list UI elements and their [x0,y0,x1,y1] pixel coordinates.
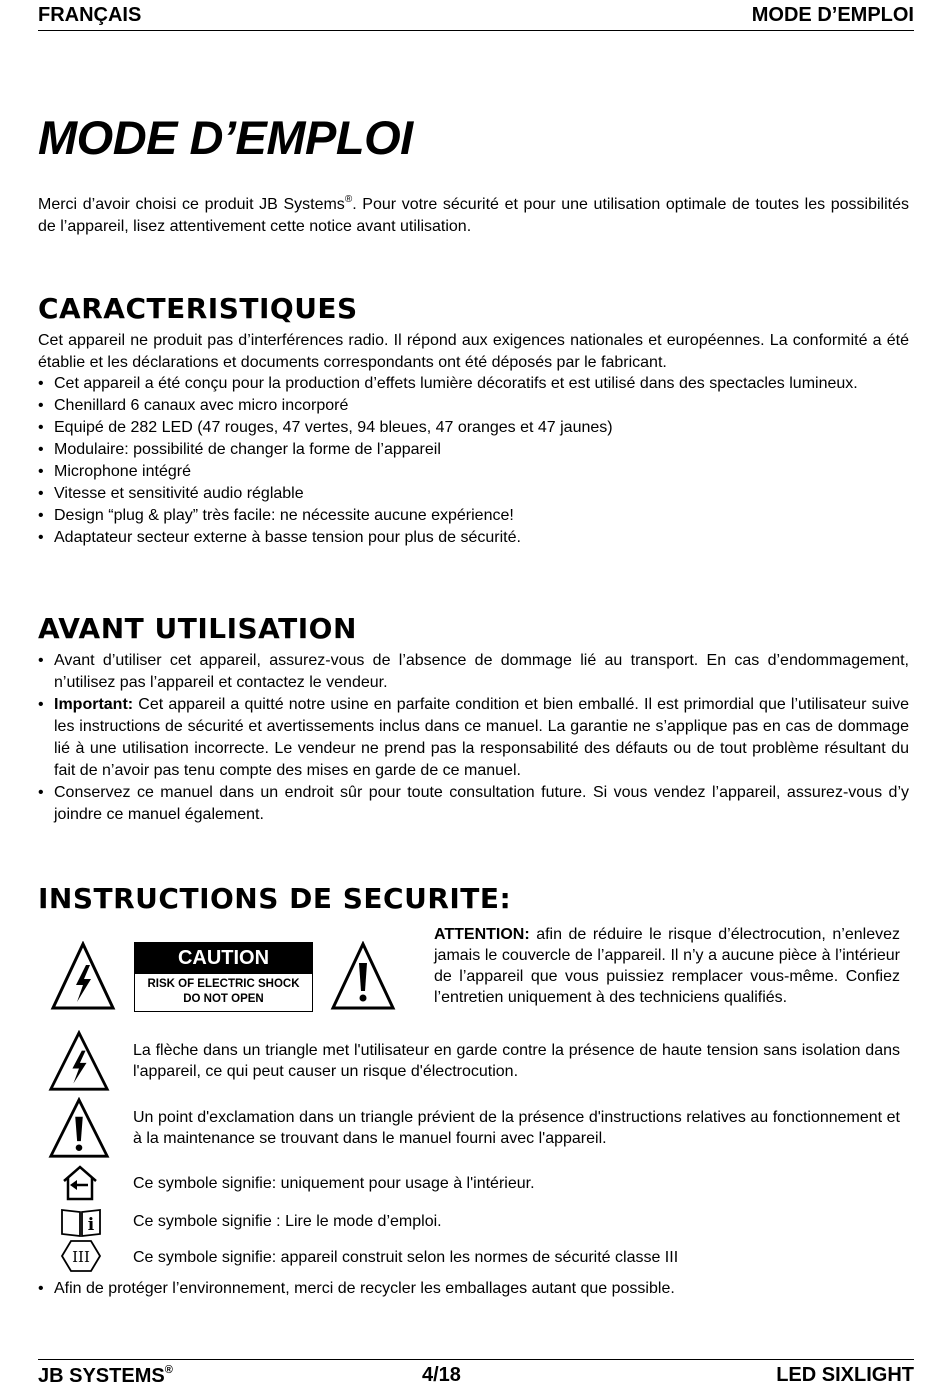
list-item: • Equipé de 282 LED (47 rouges, 47 vertes, 94 bleues, 47 oranges et 47 jaunes) [38,417,909,439]
before-use-heading: AVANT UTILISATION [38,612,357,645]
attention-label: ATTENTION: [434,926,530,943]
intro-text-2: . Pour votre sécurité et pour une utilisation optimale de toutes les possibilités de l’appareil, lisez attentivement cette notice avant utilisation. [38,196,910,235]
page-header [38,2,914,31]
indoor-use-icon [60,1163,100,1203]
registered-mark: ® [344,194,353,205]
list-item: • Design “plug & play” très facile: ne nécessite aucune expérience! [38,505,909,527]
caution-warning [135,974,312,1007]
list-item: • Avant d’utiliser cet appareil, assurez-vous de l’absence de dommage lié au transport. En cas d’endommagement, n’utilisez pas l’appareil et contactez le vendeur. [38,650,909,694]
list-item [38,694,909,782]
intro-paragraph [38,189,909,237]
lightning-triangle-icon [48,1030,110,1092]
read-manual-description: Ce symbole signifie : Lire le mode d’emploi. [133,1213,442,1230]
class-iii-description: Ce symbole signifie: appareil construit selon les normes de sécurité classe III [133,1249,679,1266]
list-item: • Afin de protéger l’environnement, merci de recycler les emballages autant que possible. [38,1278,909,1300]
registered-mark: ® [164,1364,173,1376]
lightning-triangle-icon [50,941,116,1011]
header-language: FRANÇAIS [38,4,142,26]
page-number: 4/18 [422,1364,461,1386]
footer-brand [38,1364,173,1388]
before-use-list [38,650,909,826]
features-heading: CARACTERISTIQUES [38,292,358,325]
caution-title: CAUTION [135,943,312,974]
lightning-description: La flèche dans un triangle met l'utilisateur en garde contre la présence de haute tension sans isolation dans l'appareil, ce qui peut causer un risque d'électrocution. [133,1042,900,1080]
attention-paragraph [434,924,900,1008]
class-iii-icon [60,1239,102,1273]
class-iii-label: III [72,1248,90,1266]
features-list [38,373,909,549]
exclamation-description: Un point d'exclamation dans un triangle prévient de la présence d'instructions relatives au fonctionnement et à la maintenance se trouvant dans le manuel fourni avec l'appareil. [133,1109,900,1147]
manual-label: i [87,1215,95,1235]
indoor-use-description: Ce symbole signifie: uniquement pour usage à l'intérieur. [133,1175,535,1192]
safety-heading: INSTRUCTIONS DE SECURITE: [38,882,512,915]
important-text: Cet appareil a quitté notre usine en parfaite condition et bien emballé. Il est primordial que l’utilisateur suive les instructions de sécurité et avertissements inclus dans ce manuel. La garantie ne s’applique pas en cas de dommage lié à une utilisation incorrecte. Le vendeur ne prend pas la responsabilité des défauts ou de tout problème résultant du fait de n’avoir pas tenu compte des mises en garde de ce manuel. [54,696,909,779]
footer-product: LED SIXLIGHT [776,1364,914,1386]
header-section: MODE D’EMPLOI [751,4,914,26]
caution-label [134,942,313,1012]
important-label: Important: [54,696,134,713]
exclamation-triangle-icon [48,1097,110,1159]
list-item: • Microphone intégré [38,461,909,483]
features-intro: Cet appareil ne produit pas d’interférences radio. Il répond aux exigences nationales et européennes. La conformité a été établie et les déclarations et documents correspondants ont été déposés par le fabricant. [38,332,909,371]
recycle-list [38,1278,909,1300]
read-manual-icon [60,1206,102,1238]
list-item: • Modulaire: possibilité de changer la forme de l’appareil [38,439,909,461]
attention-text: afin de réduire le risque d’électrocution, n’enlevez jamais le couvercle de l’appareil. Il n’y a aucune pièce à l’intérieur de l’appareil que vous puissiez remplacer vous-même. Confiez l’entretien uniquement à des techniciens qualifiés. [434,926,900,1006]
page-footer [38,1359,914,1394]
caution-line-1: RISK OF ELECTRIC SHOCK [147,978,300,990]
intro-text-1: Merci d’avoir choisi ce produit JB Systems [38,196,345,213]
list-item: • Vitesse et sensitivité audio réglable [38,483,909,505]
caution-line-2: DO NOT OPEN [183,993,264,1005]
list-item: • Conservez ce manuel dans un endroit sûr pour toute consultation future. Si vous vendez l’appareil, assurez-vous d’y joindre ce manuel également. [38,782,909,826]
list-item: • Adaptateur secteur externe à basse tension pour plus de sécurité. [38,527,909,549]
exclamation-triangle-icon [330,941,396,1011]
brand-name: JB SYSTEMS [38,1365,165,1387]
list-item: • Cet appareil a été conçu pour la production d’effets lumière décoratifs et est utilisé dans des spectacles lumineux. [38,373,909,395]
page-title: MODE D’EMPLOI [38,111,413,164]
list-item: • Chenillard 6 canaux avec micro incorporé [38,395,909,417]
